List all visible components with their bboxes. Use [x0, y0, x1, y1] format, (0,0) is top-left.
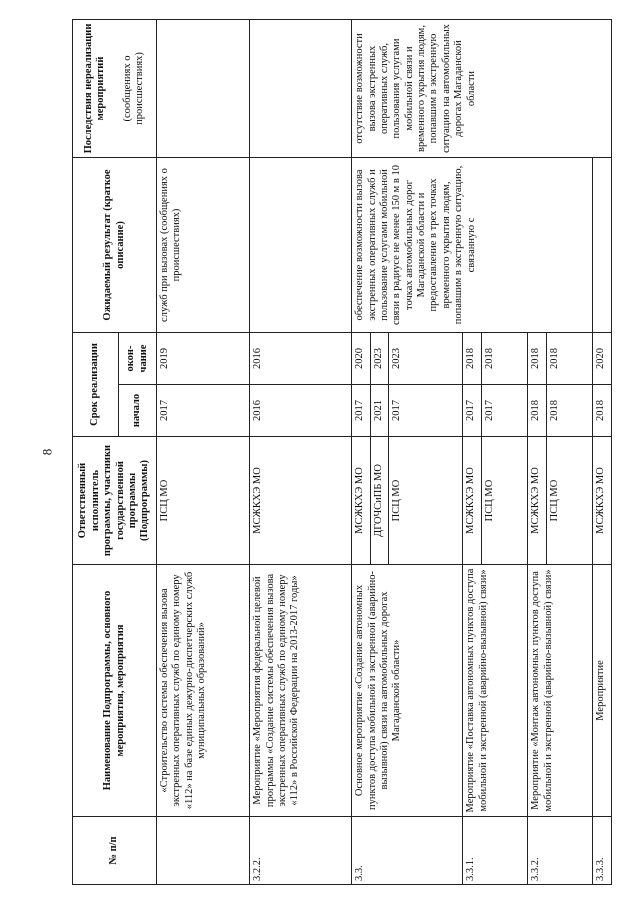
- row-3-consequence: отсутствие возможности вызова экстренных оперативных служб, пользования услугами мобильной связи и временного укрытия людям, попавшим в экстренную ситуацию на автомобильных дорогах Магаданской области: [352, 20, 612, 158]
- row-5-number: 3.3.2.: [528, 817, 593, 885]
- row-4-start-2: 2017: [481, 385, 528, 437]
- row-2-end: 2016: [250, 333, 352, 385]
- header-result: Ожидаемый результат (краткое описание): [73, 158, 157, 333]
- row-5-executor-1: МСЖКХЭ МО: [528, 437, 546, 565]
- row-4-executor-2: ПСЦ МО: [481, 437, 528, 565]
- row-1-result: служб при вызовах (сообщениях о происшествиях): [157, 158, 250, 333]
- header-start: начало: [119, 385, 157, 437]
- row-5-end-2: 2018: [546, 333, 593, 385]
- row-3-result: обеспечение возможности вызова экстренных оперативных служб и пользование услугами мобильной связи в радиусе не менее 150 м в 10 точках автомобильных дорог Магаданской области и предоставление в трех точках временного укрытия людям, попавшим в экстренную ситуацию, связанную с: [352, 158, 593, 333]
- row-6-executor: МСЖКХЭ МО: [593, 437, 612, 565]
- header-consequence-cont: (сообщениях о происшествиях): [121, 52, 145, 125]
- row-6-name: Мероприятие: [593, 565, 612, 817]
- header-consequence-title: Последствия нереализации мероприятий: [82, 23, 107, 154]
- row-5-end-1: 2018: [528, 333, 546, 385]
- row-3-executor-2: ДГОЧСиПБ МО: [370, 437, 388, 565]
- table-row: [352, 20, 370, 885]
- row-3-start-1: 2017: [352, 385, 370, 437]
- program-measures-table: [72, 19, 612, 885]
- row-4-end-2: 2018: [481, 333, 528, 385]
- row-3-executor-1: МСЖКХЭ МО: [352, 437, 370, 565]
- rotated-table-sheet: [72, 20, 612, 885]
- header-term: Срок реализации: [73, 333, 119, 437]
- row-5-start-2: 2018: [546, 385, 593, 437]
- header-consequence: [73, 20, 157, 158]
- row-5-executor-2: ПСЦ МО: [546, 437, 593, 565]
- header-name: Наименование Подпрограммы, основного мероприятия, мероприятия: [73, 565, 157, 817]
- table-row: [250, 20, 352, 885]
- header-end: окон-чание: [119, 333, 157, 385]
- row-2-consequence: [250, 20, 352, 158]
- row-6-result: [593, 158, 612, 333]
- row-4-name: Мероприятие «Поставка автономных пунктов доступа мобильной и экстренной (аварийно-вызывной) связи»: [463, 565, 528, 817]
- row-6-end: 2020: [593, 333, 612, 385]
- row-3-executor-3: ПСЦ МО: [389, 437, 463, 565]
- row-1-start: 2017: [157, 385, 250, 437]
- row-2-result: [250, 158, 352, 333]
- row-6-number: 3.3.3.: [593, 817, 612, 885]
- table-row: [157, 20, 250, 885]
- row-4-end-1: 2018: [463, 333, 481, 385]
- row-3-end-3: 2023: [389, 333, 463, 385]
- row-1-end: 2019: [157, 333, 250, 385]
- row-3-start-3: 2017: [389, 385, 463, 437]
- row-3-start-2: 2021: [370, 385, 388, 437]
- row-2-start: 2016: [250, 385, 352, 437]
- row-3-name: Основное мероприятие «Создание автономных пунктов доступа мобильной и экстренной (аварийно-вызывной) связи на автомобильных дорогах Магаданской области»: [352, 565, 463, 817]
- row-4-executor-1: МСЖКХЭ МО: [463, 437, 481, 565]
- row-6-start: 2018: [593, 385, 612, 437]
- row-1-executor: ПСЦ МО: [157, 437, 250, 565]
- header-number: № п/п: [73, 817, 157, 885]
- row-3-end-1: 2020: [352, 333, 370, 385]
- row-4-start-1: 2017: [463, 385, 481, 437]
- row-2-executor: МСЖКХЭ МО: [250, 437, 352, 565]
- row-5-start-1: 2018: [528, 385, 546, 437]
- header-executor: Ответственный исполнитель программы, участники государственной программы (Подпрограммы): [73, 437, 157, 565]
- row-3-number: 3.3.: [352, 817, 463, 885]
- row-4-number: 3.3.1.: [463, 817, 528, 885]
- row-1-name: «Строительство системы обеспечения вызова экстренных оперативных служб по единому номеру «112» на базе единых дежурно-диспетчерских служб муниципальных образований»: [157, 565, 250, 817]
- row-2-number: 3.2.2.: [250, 817, 352, 885]
- row-1-consequence: [157, 20, 250, 158]
- page-number: 8: [39, 448, 55, 456]
- row-3-end-2: 2023: [370, 333, 388, 385]
- row-5-name: Мероприятие «Монтаж автономных пунктов доступа мобильной и экстренной (аварийно-вызывной) связи»: [528, 565, 593, 817]
- row-2-name: Мероприятие «Мероприятия федеральной целевой программы «Создание системы обеспечения вызова экстренных оперативных служб по единому номеру «112» в Российской Федерации на 2013-2017 годы»: [250, 565, 352, 817]
- row-1-number: [157, 817, 250, 885]
